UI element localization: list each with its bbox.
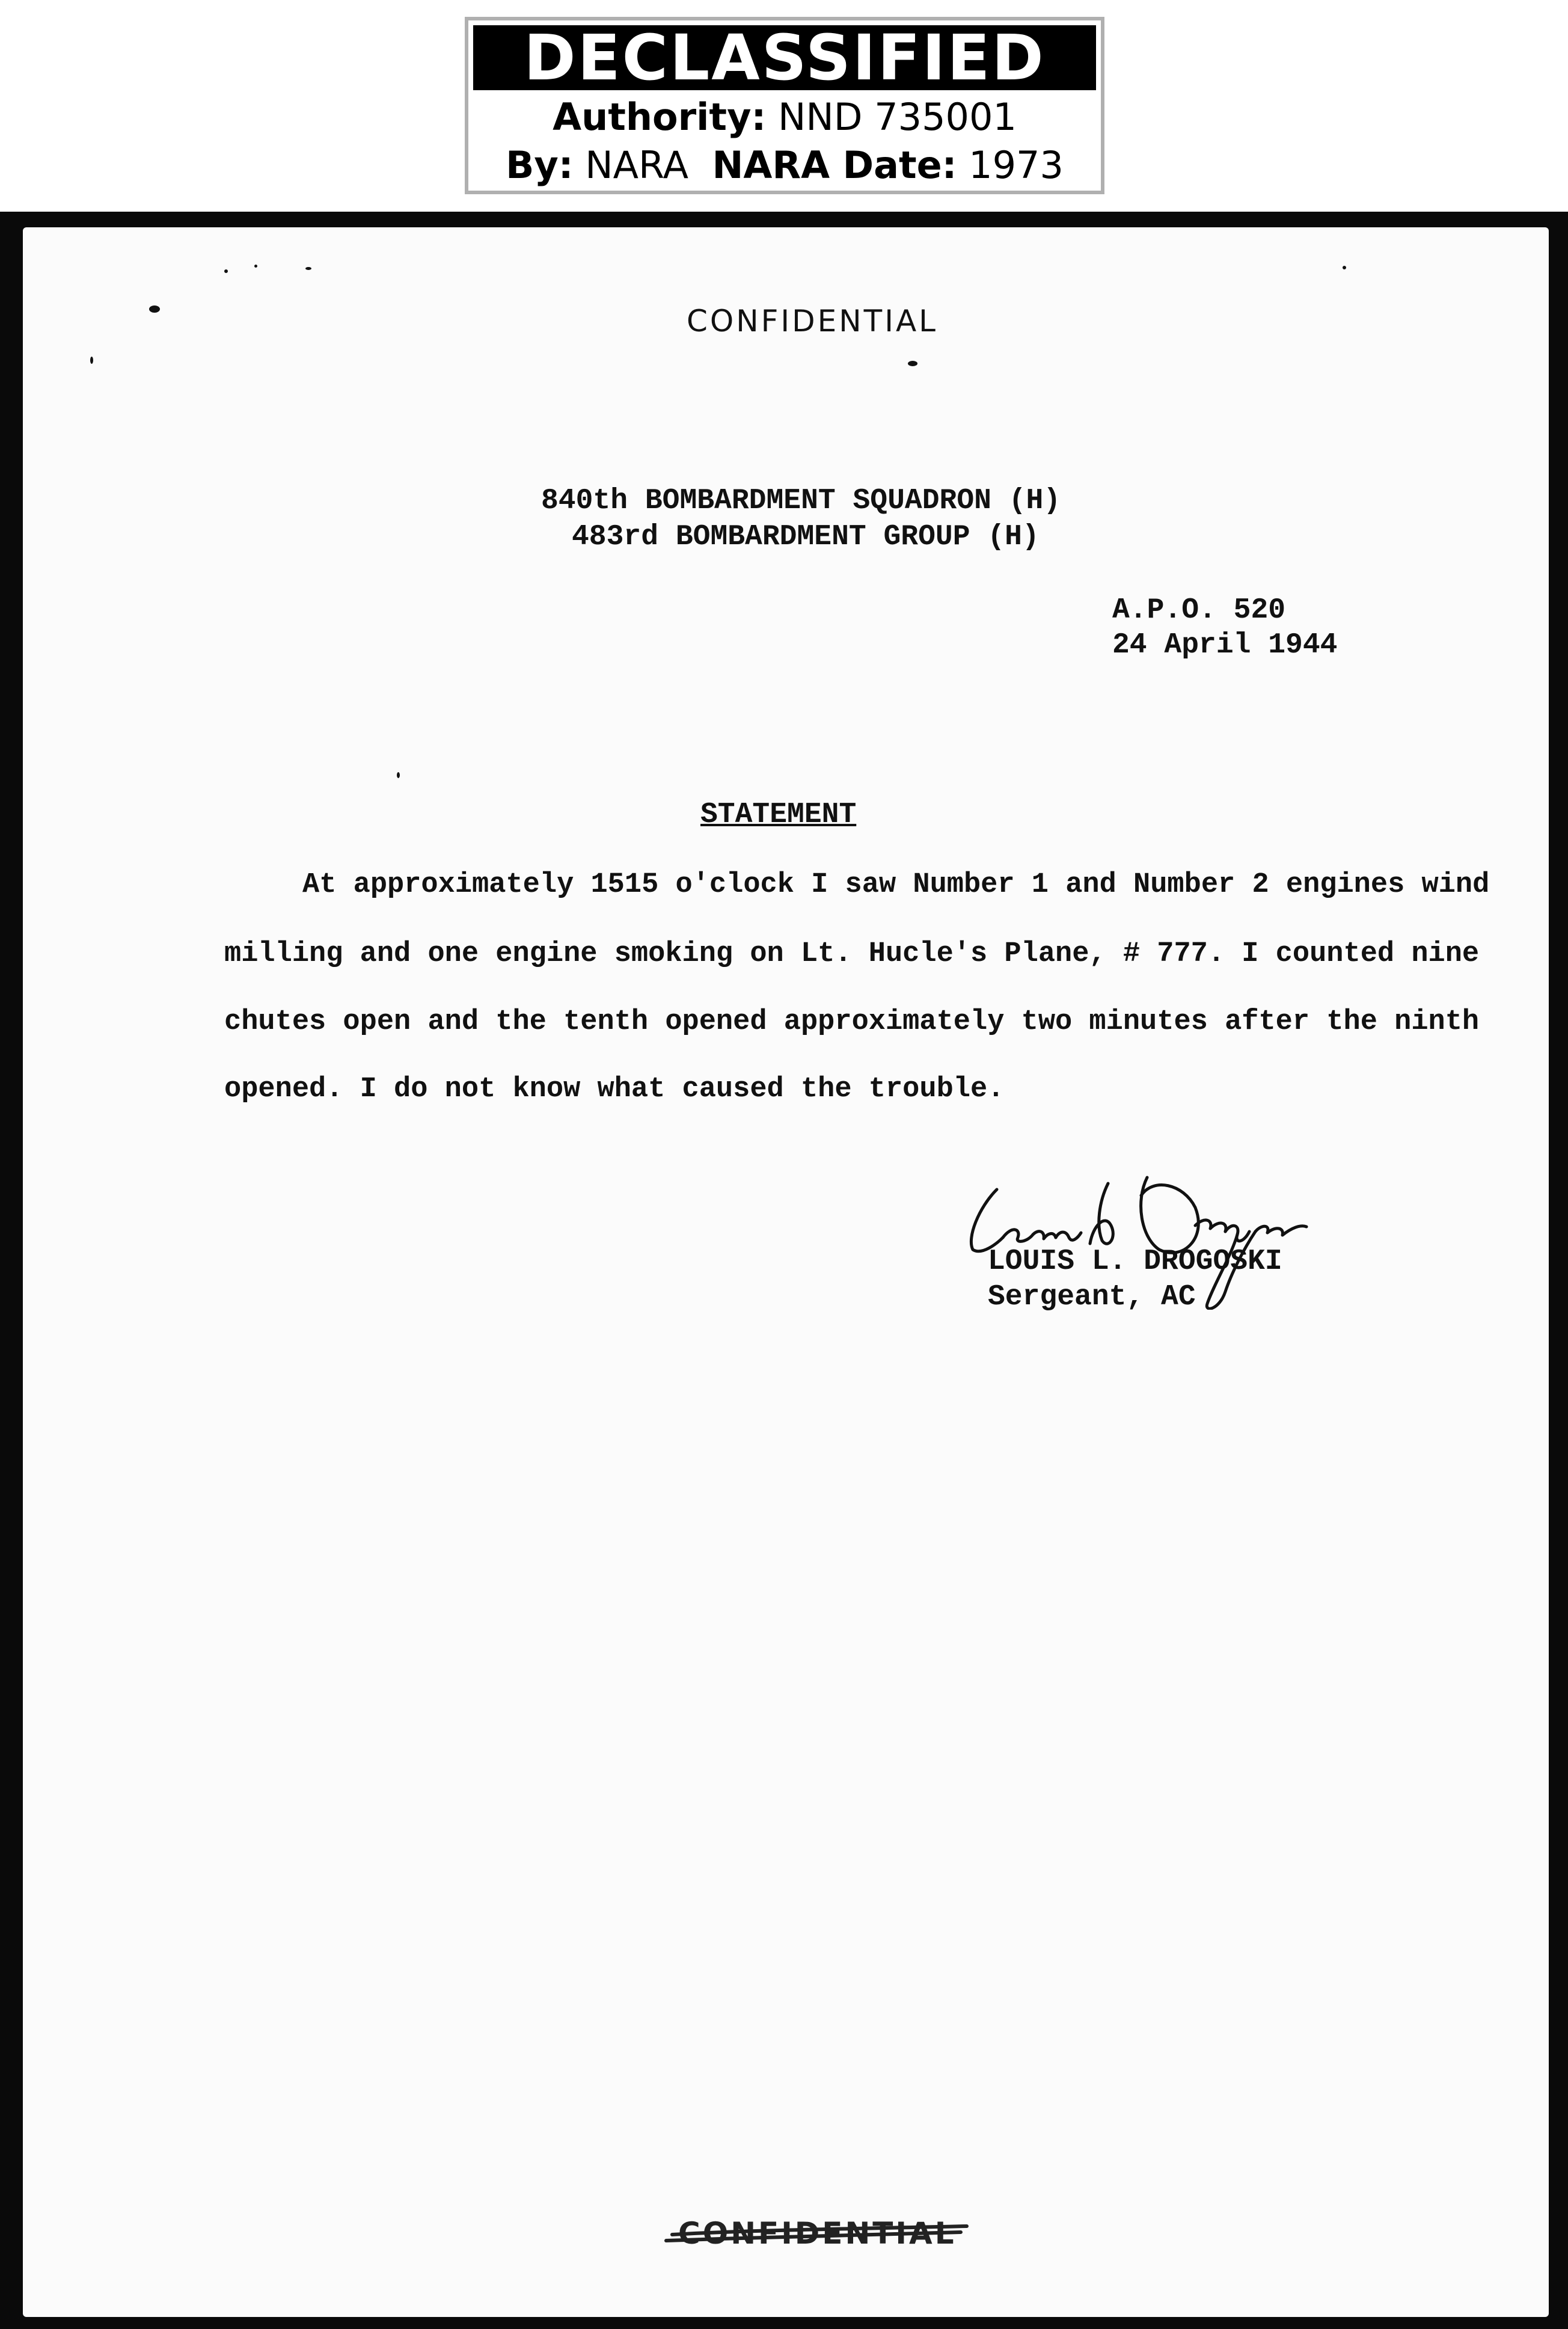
unit-group: 483rd BOMBARDMENT GROUP (H) [572,521,1040,553]
classification-footer: CONFIDENTIAL [678,2216,957,2251]
stamp-authority-value: NND 735001 [778,95,1017,139]
scan-speck [90,357,93,364]
unit-squadron: 840th BOMBARDMENT SQUADRON (H) [541,485,1061,517]
statement-line: At approximately 1515 o'clock I saw Number 1 and Number 2 engines wind [302,869,1490,901]
signer-name: LOUIS L. DROGOSKI [988,1245,1282,1278]
stamp-date-label: NARA Date: [712,143,957,187]
scan-speck [1343,266,1346,269]
scan-speck [908,361,917,366]
apo-number: A.P.O. 520 [1112,594,1286,627]
scan-speck [397,772,400,778]
strikethrough-mark [648,2206,985,2254]
scan-speck [149,305,160,313]
statement-line: milling and one engine smoking on Lt. Hucle's Plane, # 777. I counted nine [224,938,1480,970]
statement-line: opened. I do not know what caused the trouble. [224,1073,1005,1105]
stamp-by-label: By: [506,143,574,187]
statement-line: chutes open and the tenth opened approximately two minutes after the ninth [224,1006,1480,1038]
stamp-title: DECLASSIFIED [473,25,1096,90]
statement-title: STATEMENT [700,799,857,831]
stamp-authority-label: Authority: [553,95,767,139]
stamp-date-value: 1973 [969,143,1064,187]
signer-rank: Sergeant, AC [988,1281,1196,1313]
scan-speck [224,269,228,273]
stamp-by-value: NARA [585,143,689,187]
document-date: 24 April 1944 [1112,629,1338,661]
document-page [23,227,1549,2317]
scanned-document-frame [0,212,1568,2329]
scan-speck [305,267,311,270]
declassified-stamp [465,17,1104,194]
classification-header: CONFIDENTIAL [687,304,939,339]
stamp-authority-line [468,95,1101,139]
stamp-by-line [468,143,1101,187]
scan-speck [254,265,257,268]
